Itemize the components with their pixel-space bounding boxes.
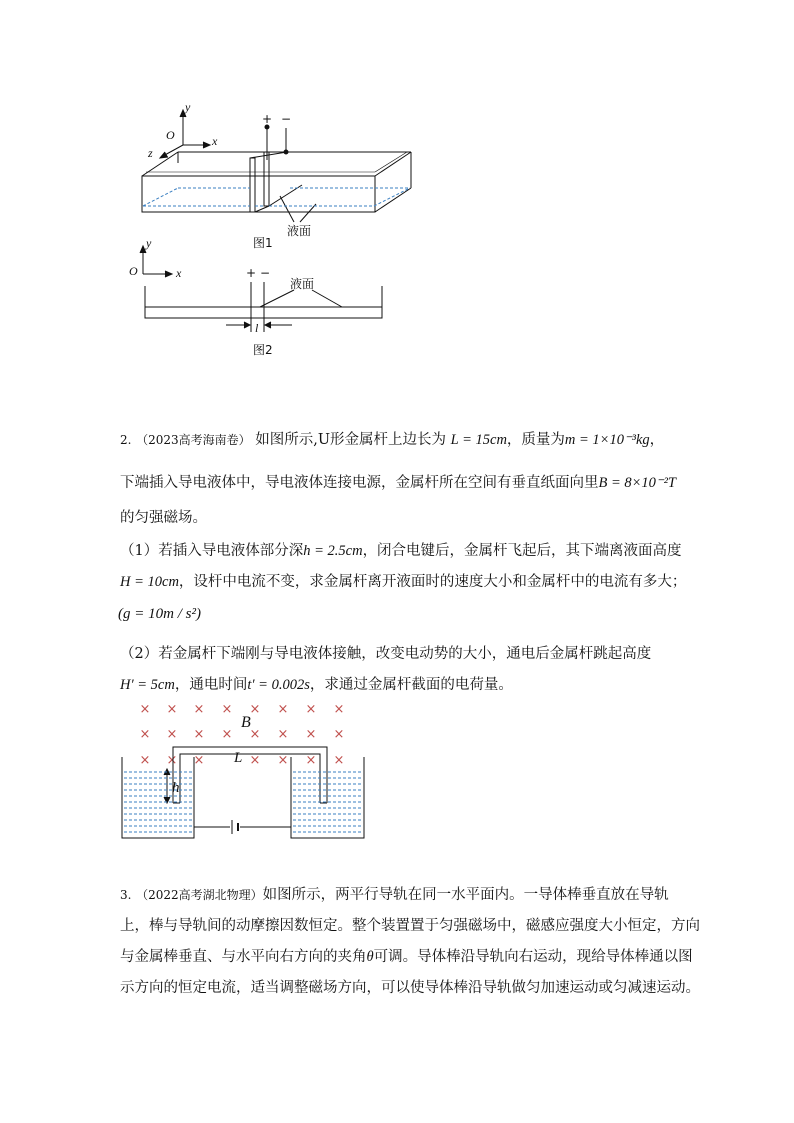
field-cross-mark: × [221, 727, 233, 742]
field-cross-mark: × [166, 702, 178, 717]
fig2-gap-label: l [255, 321, 259, 335]
problem3-theta: θ [366, 949, 374, 965]
fig1-axis-o: O [166, 128, 175, 142]
fig2-surface-label: 液面 [290, 277, 315, 291]
problem2-source: （2023高考海南卷） [136, 433, 251, 447]
field-cross-mark: × [166, 753, 178, 768]
problem2-H-expr: H = 10cm [120, 574, 179, 590]
field-cross-mark: × [193, 727, 205, 742]
field-cross-mark: × [305, 753, 317, 768]
problem2-h-expr: h = 2.5cm [303, 543, 363, 559]
field-cross-mark: × [249, 702, 261, 717]
fig1-surface-label: 液面 [287, 224, 312, 238]
field-cross-mark: × [193, 753, 205, 768]
problem2-part1-a: （1）若插入导电液体部分深 [120, 543, 304, 559]
problem3-source: （2022高考湖北物理） [136, 888, 263, 902]
field-cross-mark: × [277, 753, 289, 768]
problem3-line2: 上，棒与导轨间的动摩擦因数恒定。整个装置置于匀强磁场中，磁感应强度大小恒定，方向 [120, 918, 700, 934]
fig1-axis-x: x [212, 134, 218, 148]
conductive-liquid [124, 772, 362, 832]
fig2-axis-o: O [129, 264, 138, 278]
field-cross-mark: × [139, 702, 151, 717]
problem2-line3: 的匀强磁场。 [120, 510, 207, 526]
fig3-L-label: L [234, 750, 243, 766]
problem3-line1-text: 如图所示，两平行导轨在同一水平面内。一导体棒垂直放在导轨 [262, 887, 669, 903]
problem2-part2-b: ，通电时间 [174, 677, 248, 693]
fig1-minus-sign: − [281, 112, 292, 126]
field-cross-mark: × [139, 753, 151, 768]
problem2-part2-line1: （2）若金属杆下端刚与导电液体接触，改变电动势的大小，通电后金属杆跳起高度 [120, 646, 652, 662]
field-cross-mark: × [249, 753, 261, 768]
problem3-line3-b: 可调。导体棒沿导轨向右运动，现给导体棒通以图 [373, 949, 693, 965]
field-cross-mark: × [277, 702, 289, 717]
fig1-axis-y: y [185, 100, 191, 114]
fig2-caption: 图2 [253, 343, 273, 357]
field-cross-mark: × [221, 702, 233, 717]
problem2-intro: 如图所示,U形金属杆上边长为 [255, 432, 447, 448]
problem2-m-expr: m = 1×10⁻³kg [564, 432, 650, 448]
fig3-h-label: h [172, 780, 180, 796]
problem2-number: 2. [120, 433, 132, 447]
problem3-line1 [120, 885, 669, 905]
problem3-line3-a: 与金属棒垂直、与水平向右方向的夹角 [120, 949, 367, 965]
problem3-line4: 示方向的恒定电流，适当调整磁场方向，可以使导体棒沿导轨做匀加速运动或匀减速运动。 [120, 980, 700, 996]
problem2-part1-c: ，设杆中电流不变，求金属杆离开液面时的速度大小和金属杆中的电流有多大； [178, 574, 687, 590]
field-cross-mark: × [277, 727, 289, 742]
problem2-mass-text: ，质量为 [506, 432, 565, 448]
problem2-t-expr: t′ = 0.002s [247, 677, 310, 693]
fig1-plus-sign: + [262, 112, 273, 126]
fig2-plus-sign: + [246, 266, 257, 280]
field-cross-mark: × [333, 753, 345, 768]
problem3-number: 3. [120, 888, 132, 902]
problem2-line2-text: 下端插入导电液体中，导电液体连接电源，金属杆所在空间有垂直纸面向里 [120, 475, 599, 491]
field-cross-mark: × [305, 727, 317, 742]
problem2-part2-c: ，求通过金属杆截面的电荷量。 [309, 677, 513, 693]
field-cross-mark: × [249, 727, 261, 742]
field-cross-mark: × [166, 727, 178, 742]
field-cross-mark: × [139, 727, 151, 742]
problem2-part1-b: ，闭合电键后，金属杆飞起后，其下端离液面高度 [362, 543, 682, 559]
field-cross-mark: × [333, 702, 345, 717]
fig1-axis-z: z [148, 146, 153, 160]
problem2-L-expr: L = 15cm [450, 432, 507, 448]
problem2-line1-end: ， [649, 432, 665, 448]
problem2-g-expr: (g = 10m / s²) [118, 606, 201, 622]
problem3-line3 [120, 947, 693, 967]
fig2-axis-y: y [146, 236, 152, 250]
field-cross-mark: × [193, 702, 205, 717]
problem2-B-expr: B = 8×10⁻²T [598, 475, 676, 491]
field-cross-mark: × [305, 702, 317, 717]
fig2-axis-x: x [176, 266, 182, 280]
problem2-H2-expr: H′ = 5cm [120, 677, 175, 693]
fig1-caption: 图1 [253, 236, 273, 250]
field-cross-mark: × [333, 727, 345, 742]
fig3-B-label: B [241, 714, 251, 731]
fig2-minus-sign: − [260, 266, 271, 280]
